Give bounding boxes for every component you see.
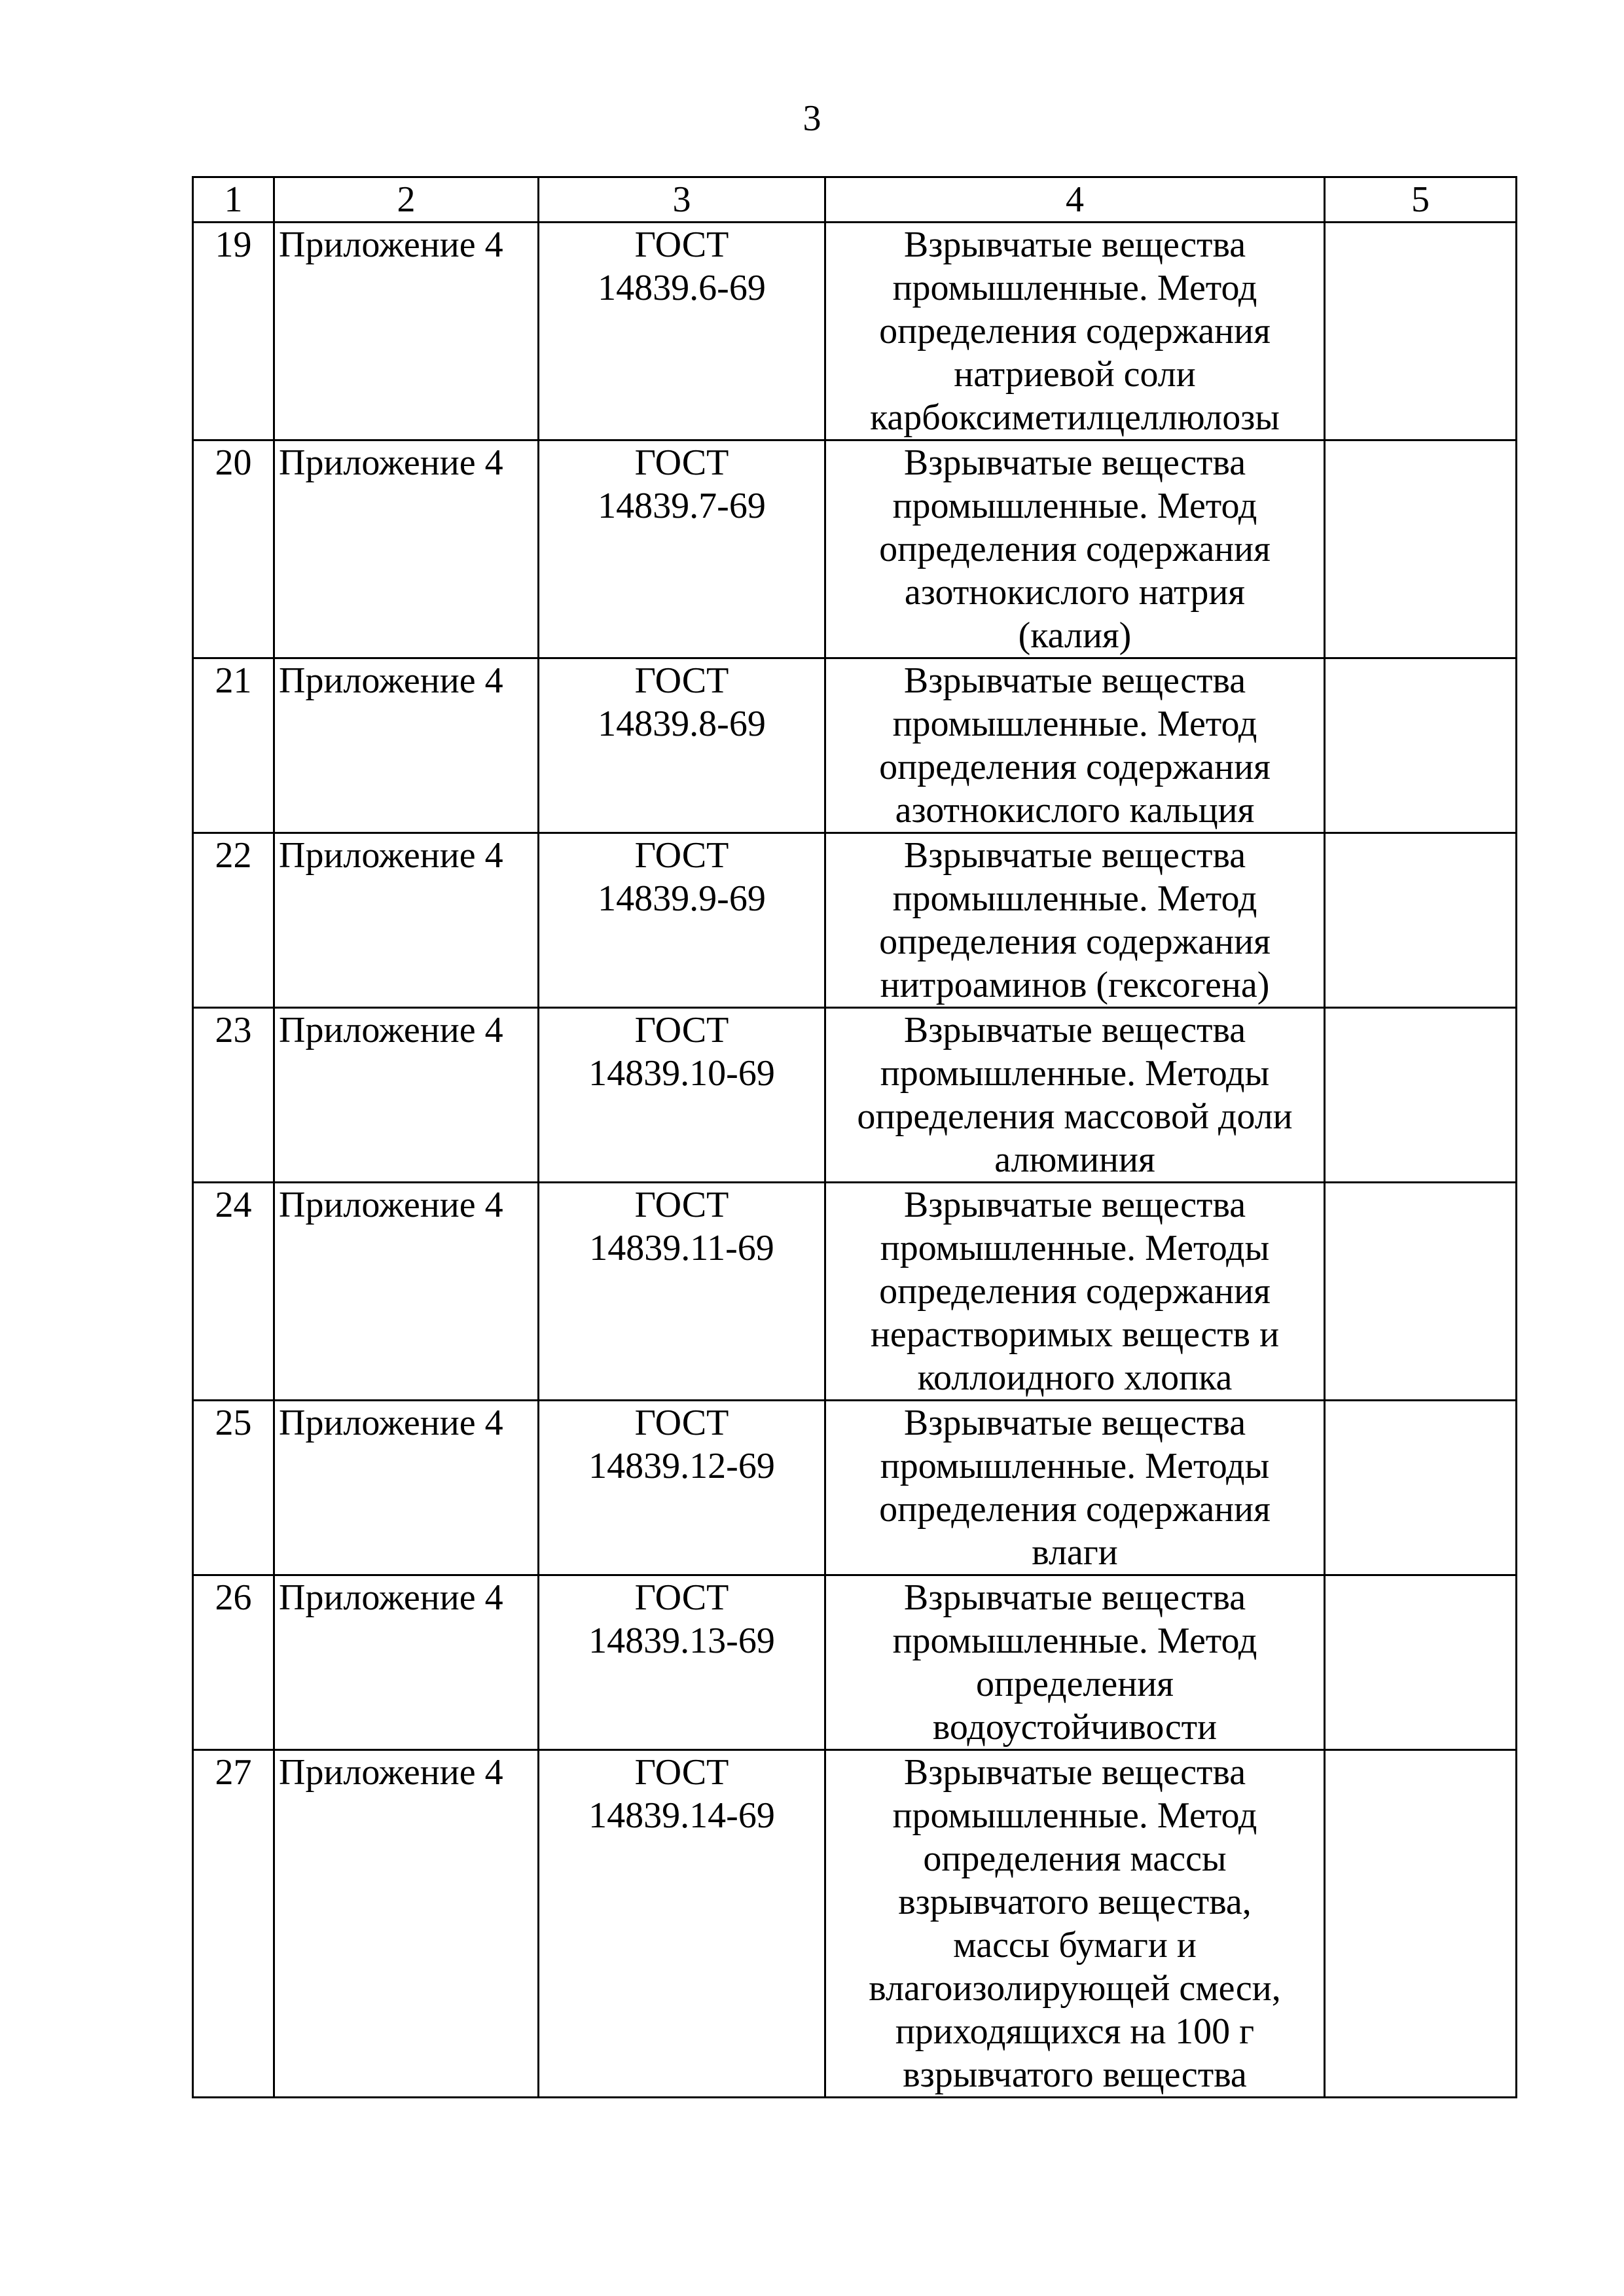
name-line: определения содержания [879,529,1271,569]
standard-line: 14839.9-69 [598,878,766,919]
table-row [193,1750,1517,2098]
header-cell-5: 5 [1325,177,1517,223]
table-header-row [193,177,1517,223]
standard-cell [539,1750,825,2098]
standard-line: ГОСТ [634,1403,729,1443]
name-line: промышленные. Метод [892,486,1257,526]
name-line: промышленные. Методы [880,1053,1270,1094]
name-cell [825,1750,1325,2098]
standard-cell [539,833,825,1008]
name-line: промышленные. Методы [880,1228,1270,1268]
page-number: 3 [803,98,821,139]
note-cell [1325,1575,1517,1750]
standard-cell [539,1183,825,1401]
name-line: взрывчатого вещества, [898,1882,1252,1922]
name-line: определения массовой доли [857,1096,1293,1137]
standard-line: ГОСТ [634,442,729,483]
name-line: взрывчатого вещества [903,2054,1247,2095]
row-number-cell: 25 [193,1401,274,1575]
row-number-cell: 27 [193,1750,274,2098]
name-line: натриевой соли [954,354,1196,395]
name-line: массы бумаги и [953,1925,1197,1965]
name-line: влаги [1032,1532,1118,1573]
name-line: азотнокислого кальция [895,790,1255,831]
name-line: определения [976,1664,1174,1704]
note-cell [1325,1183,1517,1401]
appendix-cell: Приложение 4 [274,1183,539,1401]
standard-line: 14839.11-69 [589,1228,774,1268]
name-line: карбоксиметилцеллюлозы [870,397,1280,438]
note-cell [1325,658,1517,833]
standard-cell [539,223,825,440]
table-row [193,1008,1517,1183]
name-line: нерастворимых веществ и [870,1314,1280,1355]
name-line: определения содержания [879,1489,1271,1530]
name-line: Взрывчатые вещества [903,660,1246,701]
name-line: Взрывчатые вещества [903,1010,1246,1050]
name-line: определения содержания [879,311,1271,351]
appendix-cell: Приложение 4 [274,223,539,440]
name-cell [825,1008,1325,1183]
standard-line: ГОСТ [634,835,729,876]
row-number-cell: 21 [193,658,274,833]
row-number-cell: 26 [193,1575,274,1750]
standard-cell [539,1008,825,1183]
table-row [193,1401,1517,1575]
name-line: (калия) [1018,615,1132,656]
appendix-cell: Приложение 4 [274,1401,539,1575]
table-row [193,1183,1517,1401]
appendix-cell: Приложение 4 [274,1750,539,2098]
row-number-cell: 19 [193,223,274,440]
standard-line: 14839.14-69 [588,1795,775,1836]
table-row [193,223,1517,440]
standard-line: 14839.10-69 [588,1053,775,1094]
standard-line: 14839.7-69 [598,486,766,526]
row-number-cell: 24 [193,1183,274,1401]
name-line: промышленные. Метод [892,1621,1257,1661]
name-line: определения содержания [879,1271,1271,1312]
appendix-cell: Приложение 4 [274,1575,539,1750]
name-line: промышленные. Метод [892,1795,1257,1836]
name-cell [825,1575,1325,1750]
note-cell [1325,1008,1517,1183]
name-line: Взрывчатые вещества [903,224,1246,265]
note-cell [1325,440,1517,658]
standard-line: 14839.8-69 [598,704,766,744]
standard-cell [539,440,825,658]
standard-line: ГОСТ [634,1185,729,1225]
name-line: промышленные. Метод [892,878,1257,919]
table-row [193,440,1517,658]
appendix-cell: Приложение 4 [274,440,539,658]
name-line: коллоидного хлопка [917,1357,1233,1398]
standard-line: ГОСТ [634,660,729,701]
name-line: промышленные. Метод [892,268,1257,308]
name-cell [825,658,1325,833]
name-line: Взрывчатые вещества [903,835,1246,876]
standard-cell [539,658,825,833]
name-line: Взрывчатые вещества [903,1403,1246,1443]
table-row [193,833,1517,1008]
name-cell [825,1401,1325,1575]
name-cell [825,440,1325,658]
header-cell-3: 3 [539,177,825,223]
name-cell [825,833,1325,1008]
standards-table [192,176,1517,2098]
name-cell [825,1183,1325,1401]
appendix-cell: Приложение 4 [274,658,539,833]
standard-cell [539,1401,825,1575]
name-line: Взрывчатые вещества [903,442,1246,483]
table-row [193,1575,1517,1750]
name-line: водоустойчивости [932,1707,1218,1748]
standard-line: 14839.6-69 [598,268,766,308]
appendix-cell: Приложение 4 [274,1008,539,1183]
name-line: промышленные. Метод [892,704,1257,744]
name-line: промышленные. Методы [880,1446,1270,1486]
table-row [193,658,1517,833]
name-line: определения содержания [879,747,1271,787]
header-cell-1: 1 [193,177,274,223]
row-number-cell: 20 [193,440,274,658]
standard-line: 14839.12-69 [588,1446,775,1486]
name-line: нитроаминов (гексогена) [880,965,1270,1005]
header-cell-2: 2 [274,177,539,223]
row-number-cell: 23 [193,1008,274,1183]
standard-line: ГОСТ [634,224,729,265]
name-line: Взрывчатые вещества [903,1577,1246,1618]
note-cell [1325,833,1517,1008]
standard-line: ГОСТ [634,1752,729,1793]
name-line: определения массы [923,1839,1227,1879]
appendix-cell: Приложение 4 [274,833,539,1008]
standard-cell [539,1575,825,1750]
name-line: Взрывчатые вещества [903,1185,1246,1225]
row-number-cell: 22 [193,833,274,1008]
name-line: влагоизолирующей смеси, [869,1968,1281,2009]
name-line: алюминия [994,1139,1155,1180]
note-cell [1325,1401,1517,1575]
name-line: определения содержания [879,922,1271,962]
header-cell-4: 4 [825,177,1325,223]
name-line: Взрывчатые вещества [903,1752,1246,1793]
standard-line: ГОСТ [634,1010,729,1050]
name-line: приходящихся на 100 г [895,2011,1255,2052]
name-cell [825,223,1325,440]
note-cell [1325,1750,1517,2098]
note-cell [1325,223,1517,440]
name-line: азотнокислого натрия [904,572,1246,613]
standard-line: ГОСТ [634,1577,729,1618]
standard-line: 14839.13-69 [588,1621,775,1661]
